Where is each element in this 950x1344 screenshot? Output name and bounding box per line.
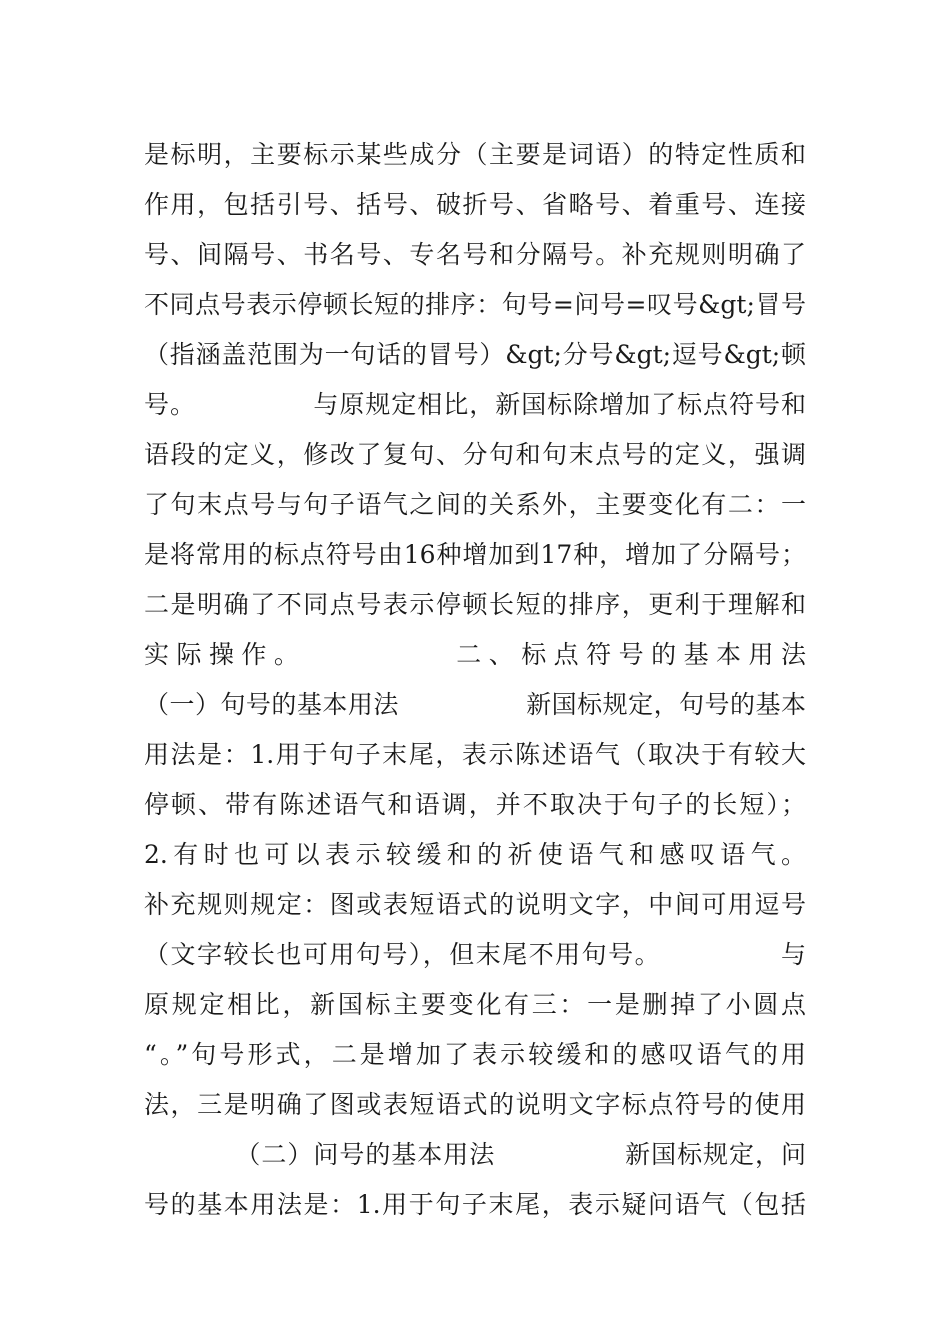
- text-line: （二）问号的基本用法 新国标规定，问: [144, 1140, 806, 1169]
- text-line: 号。 与原规定相比，新国标除增加了标点符号和: [144, 390, 806, 419]
- text-line: “。”句号形式，二是增加了表示较缓和的感叹语气的用: [144, 1040, 806, 1069]
- text-line: 号的基本用法是：1.用于句子末尾，表示疑问语气（包括: [144, 1190, 806, 1219]
- text-line: （指涵盖范围为一句话的冒号）&gt;分号&gt;逗号&gt;顿: [144, 340, 806, 369]
- text-line: 二是明确了不同点号表示停顿长短的排序，更利于理解和: [144, 590, 806, 619]
- text-line: 是标明，主要标示某些成分（主要是词语）的特定性质和: [144, 140, 806, 169]
- text-line: 2.有时也可以表示较缓和的祈使语气和感叹语气。: [144, 840, 806, 869]
- text-line: 是将常用的标点符号由16种增加到17种，增加了分隔号；: [144, 540, 806, 569]
- text-line: 号、间隔号、书名号、专名号和分隔号。补充规则明确了: [144, 240, 806, 269]
- text-line: 用法是：1.用于句子末尾，表示陈述语气（取决于有较大: [144, 740, 806, 769]
- document-body: [144, 130, 806, 1230]
- text-line: 不同点号表示停顿长短的排序：句号=问号=叹号&gt;冒号: [144, 290, 806, 319]
- text-line: 原规定相比，新国标主要变化有三：一是删掉了小圆点: [144, 990, 806, 1019]
- text-line: （文字较长也可用句号），但末尾不用句号。 与: [144, 940, 806, 969]
- text-line: （一）句号的基本用法 新国标规定，句号的基本: [144, 690, 806, 719]
- text-line: 补充规则规定：图或表短语式的说明文字，中间可用逗号: [144, 890, 806, 919]
- text-line: 了句末点号与句子语气之间的关系外，主要变化有二：一: [144, 490, 806, 519]
- text-line: 作用，包括引号、括号、破折号、省略号、着重号、连接: [144, 190, 806, 219]
- text-line: 语段的定义，修改了复句、分句和句末点号的定义，强调: [144, 440, 806, 469]
- text-line: 法，三是明确了图或表短语式的说明文字标点符号的使用: [144, 1090, 806, 1119]
- text-line: 实际操作。 二、标点符号的基本用法: [144, 640, 806, 669]
- text-line: 停顿、带有陈述语气和语调，并不取决于句子的长短）；: [144, 790, 806, 819]
